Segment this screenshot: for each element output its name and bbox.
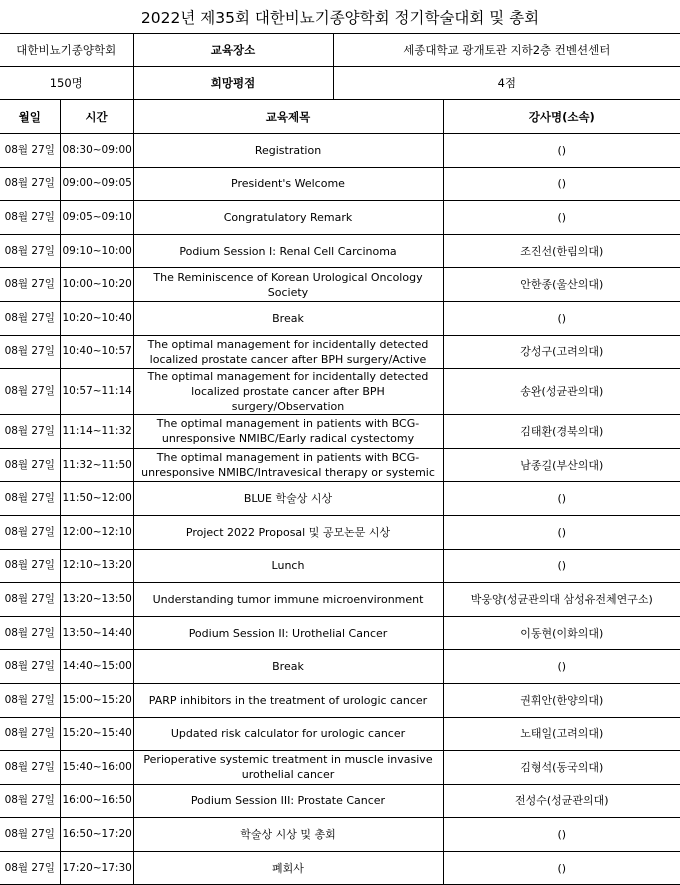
date-cell: 08월 27일 xyxy=(0,201,60,235)
date-cell: 08월 27일 xyxy=(0,818,60,852)
topic-cell: Podium Session II: Urothelial Cancer xyxy=(133,616,443,650)
date-cell: 08월 27일 xyxy=(0,369,60,415)
table-row xyxy=(0,583,680,617)
time-cell: 15:20~15:40 xyxy=(60,717,133,751)
date-cell: 08월 27일 xyxy=(0,616,60,650)
score-value: 4점 xyxy=(333,67,680,100)
table-row xyxy=(0,751,680,785)
speaker-cell: 조진선(한림의대) xyxy=(443,234,680,268)
topic-cell: Project 2022 Proposal 및 공모논문 시상 xyxy=(133,515,443,549)
date-cell: 08월 27일 xyxy=(0,482,60,516)
speaker-cell: 전성수(성균관의대) xyxy=(443,784,680,818)
topic-cell: 학술상 시상 및 총회 xyxy=(133,818,443,852)
info-row-score xyxy=(0,67,680,100)
speaker-cell: () xyxy=(443,650,680,684)
speaker-cell: () xyxy=(443,201,680,235)
table-row xyxy=(0,167,680,201)
table-row xyxy=(0,201,680,235)
topic-cell: PARP inhibitors in the treatment of urologic cancer xyxy=(133,683,443,717)
topic-cell: The optimal management in patients with BCG-unresponsive NMIBC/Intravesical therapy or systemic xyxy=(133,448,443,482)
time-cell: 16:00~16:50 xyxy=(60,784,133,818)
speaker-cell: () xyxy=(443,301,680,335)
header-time: 시간 xyxy=(60,100,133,134)
date-cell: 08월 27일 xyxy=(0,650,60,684)
speaker-cell: () xyxy=(443,515,680,549)
speaker-cell: () xyxy=(443,818,680,852)
date-cell: 08월 27일 xyxy=(0,851,60,885)
time-cell: 10:00~10:20 xyxy=(60,268,133,302)
capacity-cell: 150명 xyxy=(0,67,133,100)
date-cell: 08월 27일 xyxy=(0,751,60,785)
table-row xyxy=(0,784,680,818)
header-date: 월일 xyxy=(0,100,60,134)
time-cell: 15:40~16:00 xyxy=(60,751,133,785)
time-cell: 12:10~13:20 xyxy=(60,549,133,583)
date-cell: 08월 27일 xyxy=(0,415,60,449)
time-cell: 08:30~09:00 xyxy=(60,134,133,168)
topic-cell: The optimal management for incidentally detected localized prostate cancer after BPH surgery/Observation xyxy=(133,369,443,415)
speaker-cell: 노태일(고려의대) xyxy=(443,717,680,751)
time-cell: 11:50~12:00 xyxy=(60,482,133,516)
table-row xyxy=(0,549,680,583)
time-cell: 09:10~10:00 xyxy=(60,234,133,268)
header-row xyxy=(0,100,680,134)
speaker-cell: () xyxy=(443,482,680,516)
table-row xyxy=(0,268,680,302)
date-cell: 08월 27일 xyxy=(0,784,60,818)
time-cell: 10:57~11:14 xyxy=(60,369,133,415)
speaker-cell: 김태환(경북의대) xyxy=(443,415,680,449)
topic-cell: Perioperative systemic treatment in muscle invasive urothelial cancer xyxy=(133,751,443,785)
table-row xyxy=(0,369,680,415)
speaker-cell: 이동현(이화의대) xyxy=(443,616,680,650)
topic-cell: Podium Session I: Renal Cell Carcinoma xyxy=(133,234,443,268)
time-cell: 13:50~14:40 xyxy=(60,616,133,650)
topic-cell: President's Welcome xyxy=(133,167,443,201)
speaker-cell: 권휘안(한양의대) xyxy=(443,683,680,717)
topic-cell: Lunch xyxy=(133,549,443,583)
time-cell: 09:00~09:05 xyxy=(60,167,133,201)
speaker-cell: () xyxy=(443,134,680,168)
date-cell: 08월 27일 xyxy=(0,335,60,369)
info-row-venue xyxy=(0,34,680,67)
time-cell: 17:20~17:30 xyxy=(60,851,133,885)
speaker-cell: 박웅양(성균관의대 삼성유전체연구소) xyxy=(443,583,680,617)
date-cell: 08월 27일 xyxy=(0,268,60,302)
title-row xyxy=(0,0,680,34)
topic-cell: Understanding tumor immune microenvironment xyxy=(133,583,443,617)
table-row xyxy=(0,515,680,549)
table-row xyxy=(0,335,680,369)
table-row xyxy=(0,448,680,482)
date-cell: 08월 27일 xyxy=(0,301,60,335)
speaker-cell: () xyxy=(443,851,680,885)
date-cell: 08월 27일 xyxy=(0,167,60,201)
header-topic: 교육제목 xyxy=(133,100,443,134)
organizer-cell: 대한비뇨기종양학회 xyxy=(0,34,133,67)
date-cell: 08월 27일 xyxy=(0,717,60,751)
time-cell: 12:00~12:10 xyxy=(60,515,133,549)
time-cell: 11:14~11:32 xyxy=(60,415,133,449)
speaker-cell: 남종길(부산의대) xyxy=(443,448,680,482)
table-row xyxy=(0,134,680,168)
table-row xyxy=(0,683,680,717)
topic-cell: The Reminiscence of Korean Urological Oncology Society xyxy=(133,268,443,302)
date-cell: 08월 27일 xyxy=(0,683,60,717)
speaker-cell: () xyxy=(443,167,680,201)
date-cell: 08월 27일 xyxy=(0,549,60,583)
speaker-cell: 김형석(동국의대) xyxy=(443,751,680,785)
topic-cell: The optimal management for incidentally detected localized prostate cancer after BPH surgery/Active xyxy=(133,335,443,369)
topic-cell: Updated risk calculator for urologic cancer xyxy=(133,717,443,751)
venue-value: 세종대학교 광개토관 지하2층 컨벤션센터 xyxy=(333,34,680,67)
time-cell: 10:40~10:57 xyxy=(60,335,133,369)
date-cell: 08월 27일 xyxy=(0,134,60,168)
date-cell: 08월 27일 xyxy=(0,448,60,482)
date-cell: 08월 27일 xyxy=(0,515,60,549)
speaker-cell: 송완(성균관의대) xyxy=(443,369,680,415)
table-row xyxy=(0,851,680,885)
time-cell: 16:50~17:20 xyxy=(60,818,133,852)
table-row xyxy=(0,415,680,449)
date-cell: 08월 27일 xyxy=(0,234,60,268)
time-cell: 13:20~13:50 xyxy=(60,583,133,617)
time-cell: 15:00~15:20 xyxy=(60,683,133,717)
schedule-body xyxy=(0,134,680,885)
table-row xyxy=(0,301,680,335)
topic-cell: 폐회사 xyxy=(133,851,443,885)
topic-cell: The optimal management in patients with BCG-unresponsive NMIBC/Early radical cystectomy xyxy=(133,415,443,449)
time-cell: 09:05~09:10 xyxy=(60,201,133,235)
topic-cell: Podium Session III: Prostate Cancer xyxy=(133,784,443,818)
speaker-cell: () xyxy=(443,549,680,583)
topic-cell: BLUE 학술상 시상 xyxy=(133,482,443,516)
venue-label: 교육장소 xyxy=(133,34,333,67)
table-row xyxy=(0,482,680,516)
speaker-cell: 강성구(고려의대) xyxy=(443,335,680,369)
score-label: 희망평점 xyxy=(133,67,333,100)
table-row xyxy=(0,717,680,751)
speaker-cell: 안한종(울산의대) xyxy=(443,268,680,302)
time-cell: 11:32~11:50 xyxy=(60,448,133,482)
time-cell: 14:40~15:00 xyxy=(60,650,133,684)
topic-cell: Registration xyxy=(133,134,443,168)
time-cell: 10:20~10:40 xyxy=(60,301,133,335)
table-row xyxy=(0,234,680,268)
topic-cell: Break xyxy=(133,301,443,335)
table-row xyxy=(0,616,680,650)
date-cell: 08월 27일 xyxy=(0,583,60,617)
table-row xyxy=(0,650,680,684)
table-row xyxy=(0,818,680,852)
header-speaker: 강사명(소속) xyxy=(443,100,680,134)
topic-cell: Congratulatory Remark xyxy=(133,201,443,235)
topic-cell: Break xyxy=(133,650,443,684)
document-title: 2022년 제35회 대한비뇨기종양학회 정기학술대회 및 총회 xyxy=(0,0,680,34)
